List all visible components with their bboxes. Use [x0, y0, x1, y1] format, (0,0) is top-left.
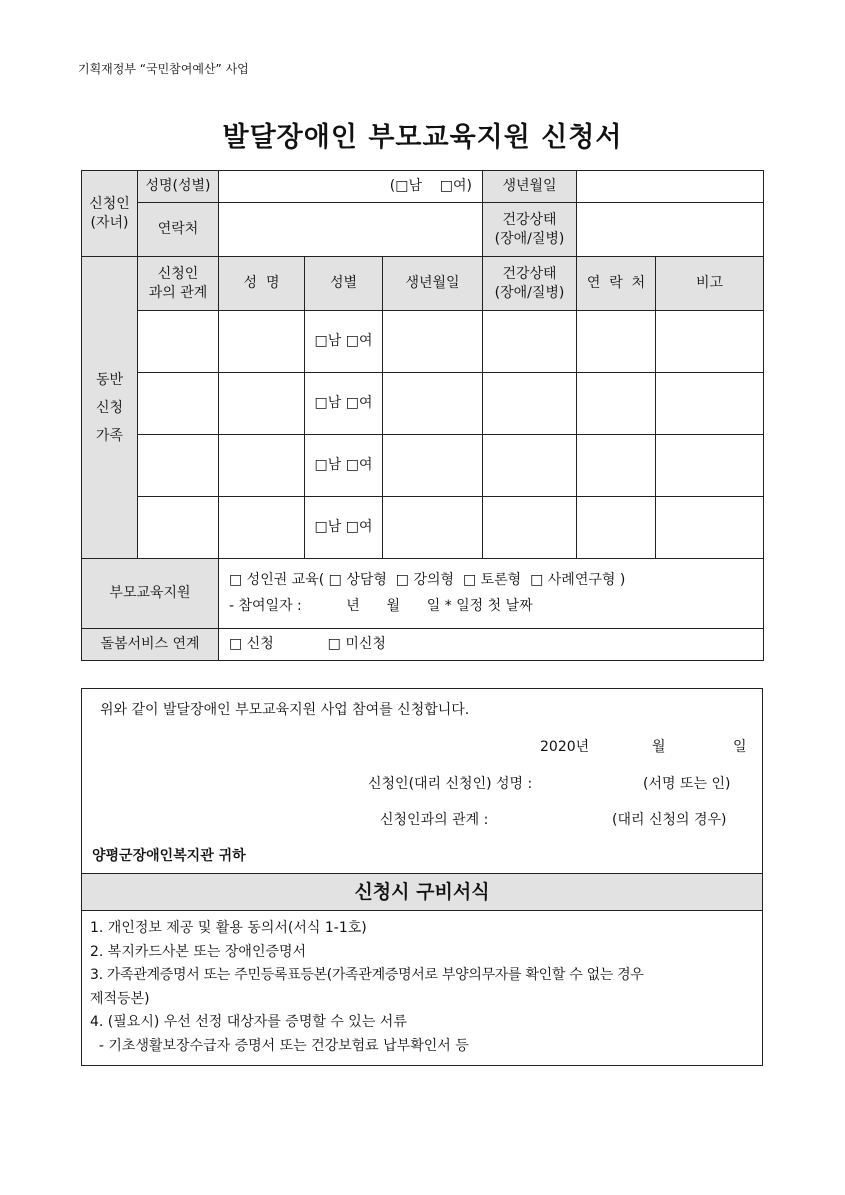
declaration-section: [81, 688, 763, 1066]
col-note: 비고: [656, 257, 764, 311]
family-section-label: 동반 신청 가족: [82, 257, 138, 559]
declaration-year[interactable]: 2020년: [540, 739, 590, 755]
applicant-signature-label: 신청인(대리 신청인) 성명 :: [368, 776, 533, 792]
signature-hint[interactable]: (서명 또는 인): [643, 776, 731, 792]
relation-cell[interactable]: [138, 311, 219, 373]
health-cell[interactable]: [483, 311, 577, 373]
col-health: 건강상태 (장애/질병): [483, 257, 577, 311]
col-birth: 생년월일: [383, 257, 483, 311]
list-item: 2. 복지카드사본 또는 장애인증명서: [90, 943, 307, 960]
table-row: [82, 435, 764, 497]
table-row: [82, 311, 764, 373]
list-item: 제적등본): [90, 990, 150, 1007]
birth-cell[interactable]: [383, 435, 483, 497]
health-label: 건강상태 (장애/질병): [483, 203, 577, 257]
contact-cell[interactable]: [577, 497, 656, 559]
care-label: 돌봄서비스 연계: [82, 629, 219, 661]
declaration-day[interactable]: 일: [733, 739, 747, 755]
education-type-options[interactable]: □ 성인권 교육( □ 상담형 □ 강의형 □ 토론형 □ 사례연구형 ): [229, 572, 626, 589]
birth-label: 생년월일: [483, 171, 577, 203]
name-cell[interactable]: [219, 497, 305, 559]
applicant-health-field[interactable]: [577, 203, 764, 257]
note-cell[interactable]: [656, 373, 764, 435]
gender-cell[interactable]: □남 □여: [305, 311, 383, 373]
care-options: [219, 629, 764, 661]
contact-cell[interactable]: [577, 435, 656, 497]
page-title: 발달장애인 부모교육지원 신청서: [222, 122, 623, 153]
col-relation: 신청인 과의 관계: [138, 257, 219, 311]
health-cell[interactable]: [483, 497, 577, 559]
relation-label: 신청인과의 관계 :: [380, 812, 489, 828]
table-row: [82, 373, 764, 435]
birth-cell[interactable]: [383, 497, 483, 559]
applicant-section-label: 신청인 (자녀): [82, 171, 138, 257]
care-not-apply-checkbox[interactable]: □ 미신청: [327, 636, 386, 653]
table-row: [82, 497, 764, 559]
gender-options[interactable]: (□남 □여): [389, 178, 472, 195]
requirements-list: [90, 917, 750, 1058]
birth-cell[interactable]: [383, 373, 483, 435]
relation-cell[interactable]: [138, 435, 219, 497]
recipient: 양평군장애인복지관 귀하: [92, 848, 246, 864]
relation-cell[interactable]: [138, 373, 219, 435]
relation-hint[interactable]: (대리 신청의 경우): [612, 812, 727, 828]
declaration-statement: 위와 같이 발달장애인 부모교육지원 사업 참여를 신청합니다.: [100, 702, 470, 718]
name-label: 성명(성별): [138, 171, 219, 203]
gender-cell[interactable]: □남 □여: [305, 435, 383, 497]
contact-cell[interactable]: [577, 373, 656, 435]
gender-cell[interactable]: □남 □여: [305, 373, 383, 435]
gender-cell[interactable]: □남 □여: [305, 497, 383, 559]
relation-cell[interactable]: [138, 497, 219, 559]
applicant-contact-field[interactable]: [219, 203, 483, 257]
education-options[interactable]: [219, 559, 764, 629]
contact-label: 연락처: [138, 203, 219, 257]
list-item: 4. (필요시) 우선 선정 대상자를 증명할 수 있는 서류: [90, 1014, 407, 1030]
col-name: 성 명: [219, 257, 305, 311]
education-label: 부모교육지원: [82, 559, 219, 629]
list-item: 3. 가족관계증명서 또는 주민등록표등본(가족관계증명서로 부양의무자를 확인할 수 없는 경우: [90, 967, 644, 983]
note-cell[interactable]: [656, 435, 764, 497]
care-apply-checkbox[interactable]: □ 신청: [229, 636, 274, 653]
header-note: 기획재정부 “국민참여예산” 사업: [78, 62, 249, 76]
list-item: 1. 개인정보 제공 및 활용 동의서(서식 1-1호): [90, 920, 367, 936]
contact-cell[interactable]: [577, 311, 656, 373]
requirements-title: 신청시 구비서식: [82, 873, 762, 911]
list-item: - 기초생활보장수급자 증명서 또는 건강보험료 납부확인서 등: [90, 1037, 469, 1054]
note-cell[interactable]: [656, 311, 764, 373]
name-cell[interactable]: [219, 435, 305, 497]
participation-date[interactable]: - 참여일자 : 년 월 일 * 일정 첫 날짜: [229, 597, 533, 614]
col-contact: 연 락 처: [577, 257, 656, 311]
health-cell[interactable]: [483, 435, 577, 497]
declaration-month[interactable]: 월: [652, 739, 666, 755]
note-cell[interactable]: [656, 497, 764, 559]
name-cell[interactable]: [219, 373, 305, 435]
health-cell[interactable]: [483, 373, 577, 435]
application-form-table: [81, 170, 764, 661]
applicant-name-field[interactable]: [219, 171, 483, 203]
birth-cell[interactable]: [383, 311, 483, 373]
applicant-birth-field[interactable]: [577, 171, 764, 203]
col-gender: 성별: [305, 257, 383, 311]
name-cell[interactable]: [219, 311, 305, 373]
